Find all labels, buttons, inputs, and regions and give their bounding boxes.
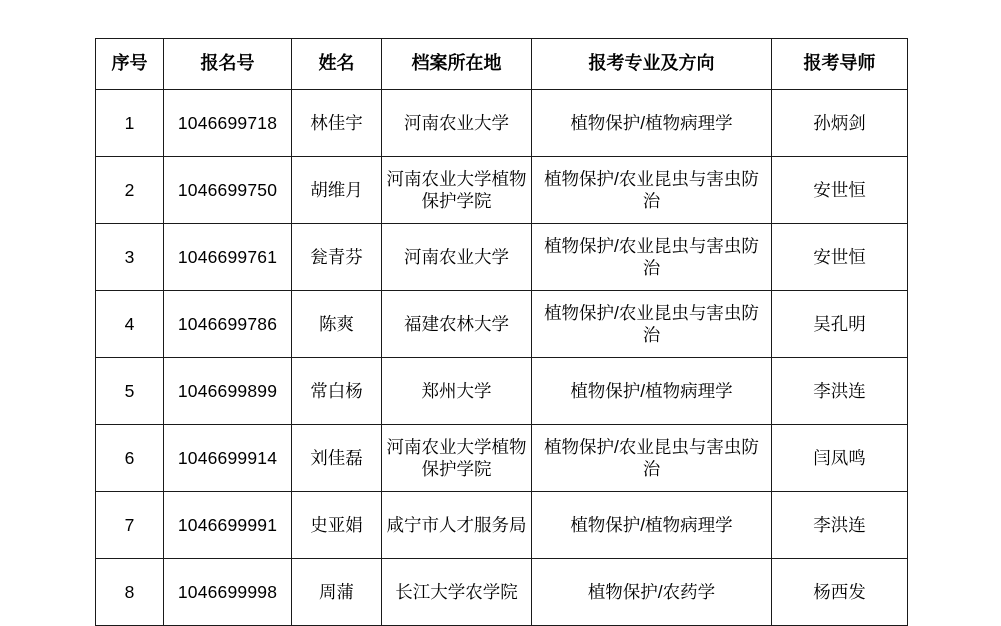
- roster-table-container: [95, 38, 907, 626]
- cell-archive-location: 河南农业大学植物保护学院: [382, 157, 532, 224]
- column-header-name: 姓名: [292, 39, 382, 90]
- cell-archive-location: 河南农业大学: [382, 90, 532, 157]
- cell-index: 1: [96, 90, 164, 157]
- cell-major-direction: 植物保护/植物病理学: [532, 492, 772, 559]
- table-row: [96, 492, 908, 559]
- cell-name: 陈爽: [292, 291, 382, 358]
- cell-name: 胡维月: [292, 157, 382, 224]
- cell-registration-number: 1046699761: [164, 224, 292, 291]
- cell-name: 周蒲: [292, 559, 382, 626]
- cell-index: 7: [96, 492, 164, 559]
- cell-registration-number: 1046699750: [164, 157, 292, 224]
- cell-major-direction: 植物保护/农业昆虫与害虫防治: [532, 224, 772, 291]
- cell-name: 林佳宇: [292, 90, 382, 157]
- cell-registration-number: 1046699991: [164, 492, 292, 559]
- cell-mentor: 安世恒: [772, 224, 908, 291]
- table-row: [96, 157, 908, 224]
- cell-index: 4: [96, 291, 164, 358]
- cell-archive-location: 河南农业大学植物保护学院: [382, 425, 532, 492]
- cell-registration-number: 1046699899: [164, 358, 292, 425]
- table-row: [96, 224, 908, 291]
- cell-index: 8: [96, 559, 164, 626]
- column-header-registration-number: 报名号: [164, 39, 292, 90]
- cell-name: 常白杨: [292, 358, 382, 425]
- table-body: [96, 90, 908, 626]
- cell-index: 3: [96, 224, 164, 291]
- cell-registration-number: 1046699718: [164, 90, 292, 157]
- table-header-row: [96, 39, 908, 90]
- table-row: [96, 559, 908, 626]
- cell-major-direction: 植物保护/农业昆虫与害虫防治: [532, 291, 772, 358]
- cell-major-direction: 植物保护/植物病理学: [532, 90, 772, 157]
- cell-registration-number: 1046699786: [164, 291, 292, 358]
- table-header: [96, 39, 908, 90]
- column-header-major-direction: 报考专业及方向: [532, 39, 772, 90]
- cell-archive-location: 郑州大学: [382, 358, 532, 425]
- table-row: [96, 90, 908, 157]
- column-header-index: 序号: [96, 39, 164, 90]
- cell-name: 刘佳磊: [292, 425, 382, 492]
- column-header-archive-location: 档案所在地: [382, 39, 532, 90]
- cell-major-direction: 植物保护/农业昆虫与害虫防治: [532, 157, 772, 224]
- applicant-roster-table: [95, 38, 908, 626]
- cell-registration-number: 1046699914: [164, 425, 292, 492]
- cell-name: 史亚娟: [292, 492, 382, 559]
- cell-index: 2: [96, 157, 164, 224]
- cell-major-direction: 植物保护/农业昆虫与害虫防治: [532, 425, 772, 492]
- cell-registration-number: 1046699998: [164, 559, 292, 626]
- table-row: [96, 425, 908, 492]
- cell-mentor: 吴孔明: [772, 291, 908, 358]
- cell-archive-location: 福建农林大学: [382, 291, 532, 358]
- cell-mentor: 安世恒: [772, 157, 908, 224]
- cell-archive-location: 河南农业大学: [382, 224, 532, 291]
- cell-major-direction: 植物保护/植物病理学: [532, 358, 772, 425]
- table-row: [96, 358, 908, 425]
- cell-name: 瓮青芬: [292, 224, 382, 291]
- column-header-mentor: 报考导师: [772, 39, 908, 90]
- cell-mentor: 闫凤鸣: [772, 425, 908, 492]
- cell-mentor: 杨西发: [772, 559, 908, 626]
- cell-mentor: 李洪连: [772, 492, 908, 559]
- cell-index: 6: [96, 425, 164, 492]
- table-row: [96, 291, 908, 358]
- cell-archive-location: 咸宁市人才服务局: [382, 492, 532, 559]
- cell-mentor: 孙炳剑: [772, 90, 908, 157]
- cell-archive-location: 长江大学农学院: [382, 559, 532, 626]
- cell-index: 5: [96, 358, 164, 425]
- cell-mentor: 李洪连: [772, 358, 908, 425]
- cell-major-direction: 植物保护/农药学: [532, 559, 772, 626]
